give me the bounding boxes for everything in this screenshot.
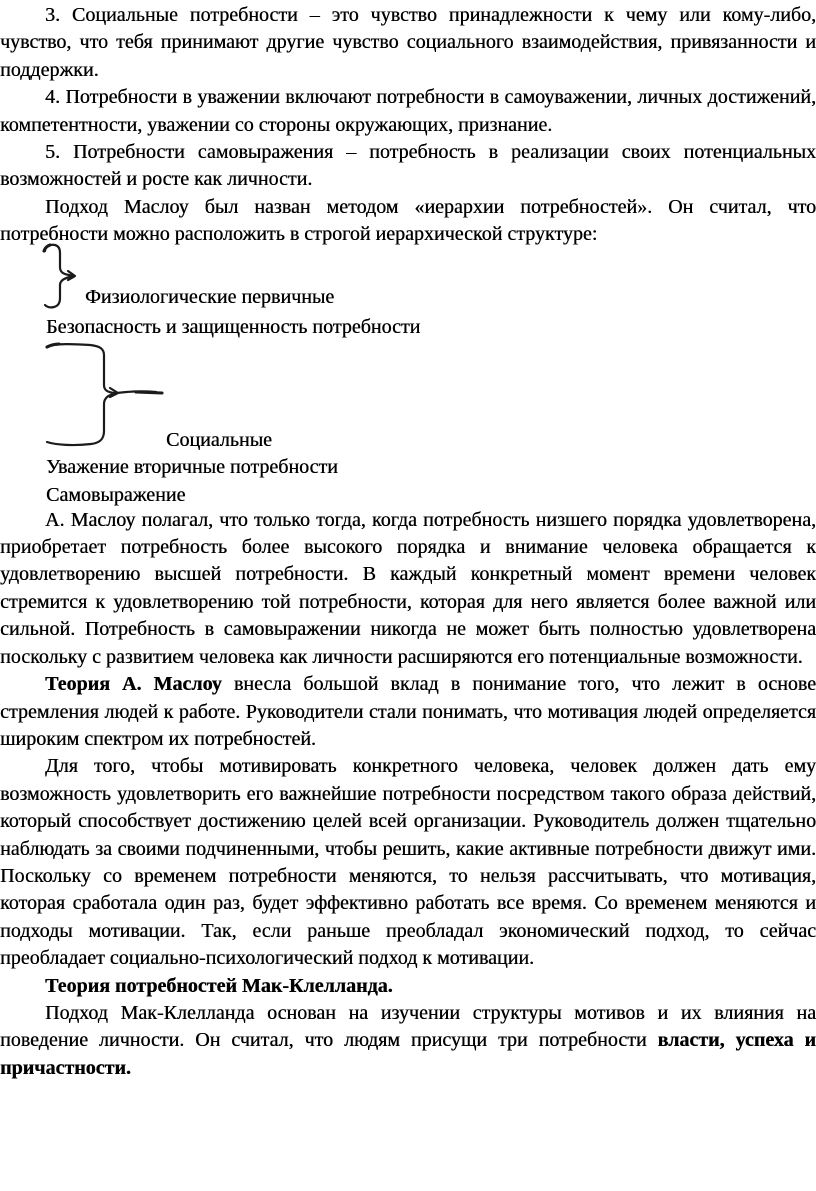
paragraph-maslow-lower-order: А. Маслоу полагал, что только тогда, когда потребность низшего порядка удовлетворена, приобретает потребность более высокого порядка и внимание человека обращается к удовлетворению высшей потребности. В каждый конкретный момент времени человек стремится к удовлетворению той потребности, которая для него является более важной или сильной. Потребность в самовыражении никогда не может быть полностью удовлетворена поскольку с развитием человека как личности расширяются его потенциальные возможности. bbox=[0, 508, 816, 668]
diagram-label-physiological: Физиологические первичные bbox=[85, 285, 335, 308]
paragraph-self-expression-needs: 5. Потребности самовыражения – потребность в реализации своих потенциальных возможностей и росте как личности. bbox=[0, 141, 816, 191]
paragraph-motivation-approaches: Для того, чтобы мотивировать конкретного человека, человек должен дать ему возможность удовлетворить его важнейшие потребности посредством такого образа действий, который способствует достижению целей всей организации. Руководитель должен тщательно наблюдать за своими подчиненными, чтобы решить, какие активные потребности движут ими. Поскольку со временем потребности меняются, то нельзя рассчитывать, что мотивация, которая сработала один раз, будет эффективно работать все время. Со временем меняются и подходы мотивации. Так, если раньше преобладал экономический подход, то сейчас преобладает социально-психологический подход к мотивации. bbox=[0, 755, 816, 970]
diagram-label-self-expression: Самовыражение bbox=[46, 483, 186, 506]
paragraph-text: внесла большой вклад в понимание того, что лежит в основе стремления людей к работе. Руководители стали понимать, что мотивация людей определяется широким спектром их потребностей. bbox=[0, 673, 816, 750]
paragraph-mcclelland-approach bbox=[0, 1000, 816, 1082]
paragraph-maslow-theory-contribution bbox=[0, 671, 816, 753]
heading-mcclelland-theory: Теория потребностей Мак-Клелланда. bbox=[45, 974, 393, 997]
bold-three-needs: власти, успеха и причастности. bbox=[0, 1029, 816, 1079]
diagram-label-safety: Безопасность и защищенность потребности bbox=[46, 315, 421, 338]
pointer-line-icon bbox=[136, 392, 162, 393]
bold-maslow-theory-lead: Теория А. Маслоу bbox=[45, 673, 222, 696]
needs-hierarchy-diagram bbox=[0, 249, 816, 507]
paragraph-social-needs: 3. Социальные потребности – это чувство принадлежности к чему или кому-либо, чувство, что тебя принимают другие чувство социального взаимодействия, привязанности и поддержки. bbox=[0, 4, 816, 81]
paragraph-text: Подход Мак-Клелланда основан на изучении структуры мотивов и их влияния на поведение личности. Он считал, что людям присущи три потребности bbox=[0, 1001, 816, 1052]
curly-brace-large-icon bbox=[44, 339, 172, 457]
paragraph-esteem-needs: 4. Потребности в уважении включают потребности в самоуважении, личных достижений, компетентности, уважении со стороны окружающих, признание. bbox=[0, 86, 816, 136]
diagram-label-esteem: Уважение вторичные потребности bbox=[46, 455, 338, 478]
paragraph-maslow-hierarchy-intro: Подход Маслоу был назван методом «иерархии потребностей». Он считал, что потребности можно расположить в строгой иерархической структуре: bbox=[0, 195, 816, 246]
diagram-label-social: Социальные bbox=[166, 428, 272, 451]
curly-brace-small-icon bbox=[40, 241, 88, 315]
